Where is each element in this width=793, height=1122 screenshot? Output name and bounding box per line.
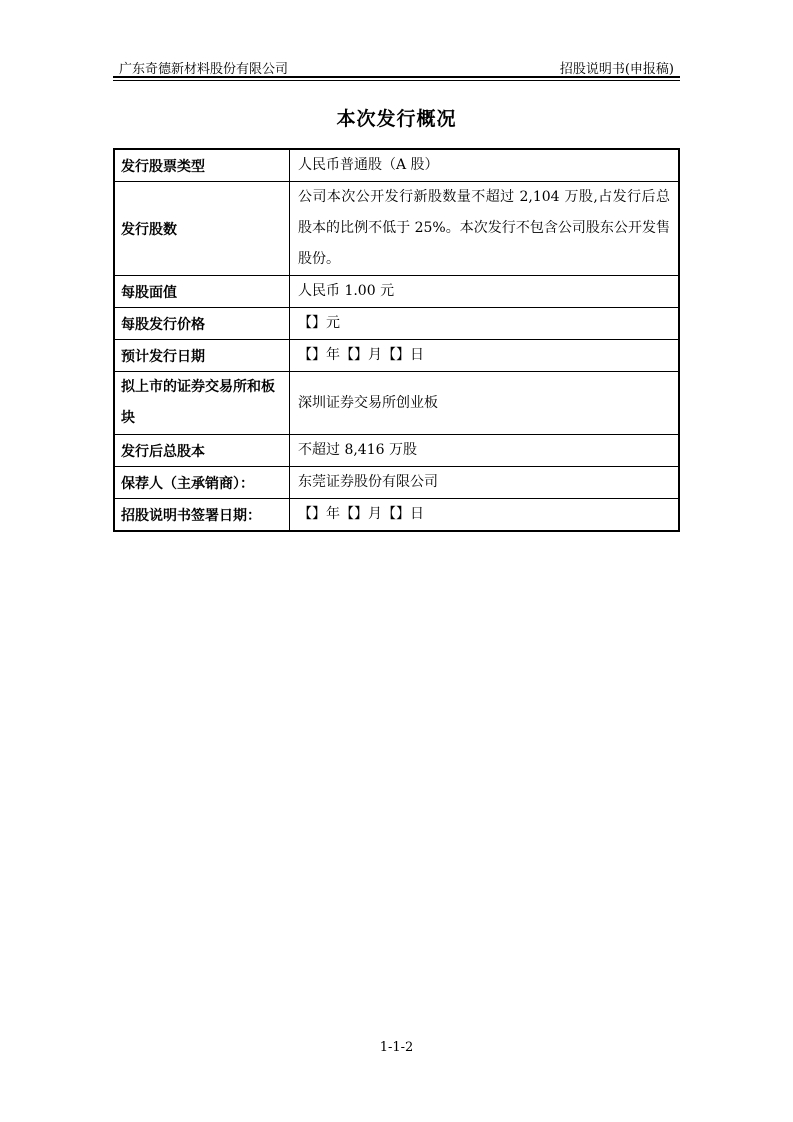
table-row <box>114 372 679 435</box>
row-label-total-shares: 发行后总股本 <box>114 435 290 467</box>
table-row <box>114 182 679 276</box>
row-value-total-shares: 不超过 8,416 万股 <box>290 435 680 467</box>
table-row <box>114 276 679 308</box>
table-row <box>114 467 679 499</box>
page-header <box>113 56 680 78</box>
table-row <box>114 340 679 372</box>
row-value-share-count: 公司本次公开发行新股数量不超过 2,104 万股,占发行后总股本的比例不低于 25%。本次发行不包含公司股东公开发售股份。 <box>290 182 680 276</box>
row-label-exchange: 拟上市的证券交易所和板块 <box>114 372 290 435</box>
row-label-share-count: 发行股数 <box>114 182 290 276</box>
table-row <box>114 435 679 467</box>
header-company-name: 广东奇德新材料股份有限公司 <box>119 62 289 77</box>
row-label-par-value: 每股面值 <box>114 276 290 308</box>
table-row <box>114 308 679 340</box>
table-row <box>114 149 679 182</box>
row-value-signing-date: 【】年【】月【】日 <box>290 499 680 532</box>
row-value-stock-type: 人民币普通股（A 股） <box>290 149 680 182</box>
row-value-exchange: 深圳证券交易所创业板 <box>290 372 680 435</box>
page-number: 1-1-2 <box>379 1040 414 1055</box>
row-value-issue-date: 【】年【】月【】日 <box>290 340 680 372</box>
row-value-par-value: 人民币 1.00 元 <box>290 276 680 308</box>
row-value-issue-price: 【】元 <box>290 308 680 340</box>
header-document-type: 招股说明书(申报稿) <box>559 62 674 77</box>
header-rule-thick <box>113 76 680 78</box>
row-label-signing-date: 招股说明书签署日期： <box>114 499 290 532</box>
row-label-issue-date: 预计发行日期 <box>114 340 290 372</box>
header-rule-thin <box>113 80 680 81</box>
row-label-stock-type: 发行股票类型 <box>114 149 290 182</box>
row-label-sponsor: 保荐人（主承销商）： <box>114 467 290 499</box>
table-row <box>114 499 679 532</box>
row-label-issue-price: 每股发行价格 <box>114 308 290 340</box>
row-value-sponsor: 东莞证券股份有限公司 <box>290 467 680 499</box>
page-title: 本次发行概况 <box>336 108 457 130</box>
offering-overview-table <box>113 148 680 532</box>
